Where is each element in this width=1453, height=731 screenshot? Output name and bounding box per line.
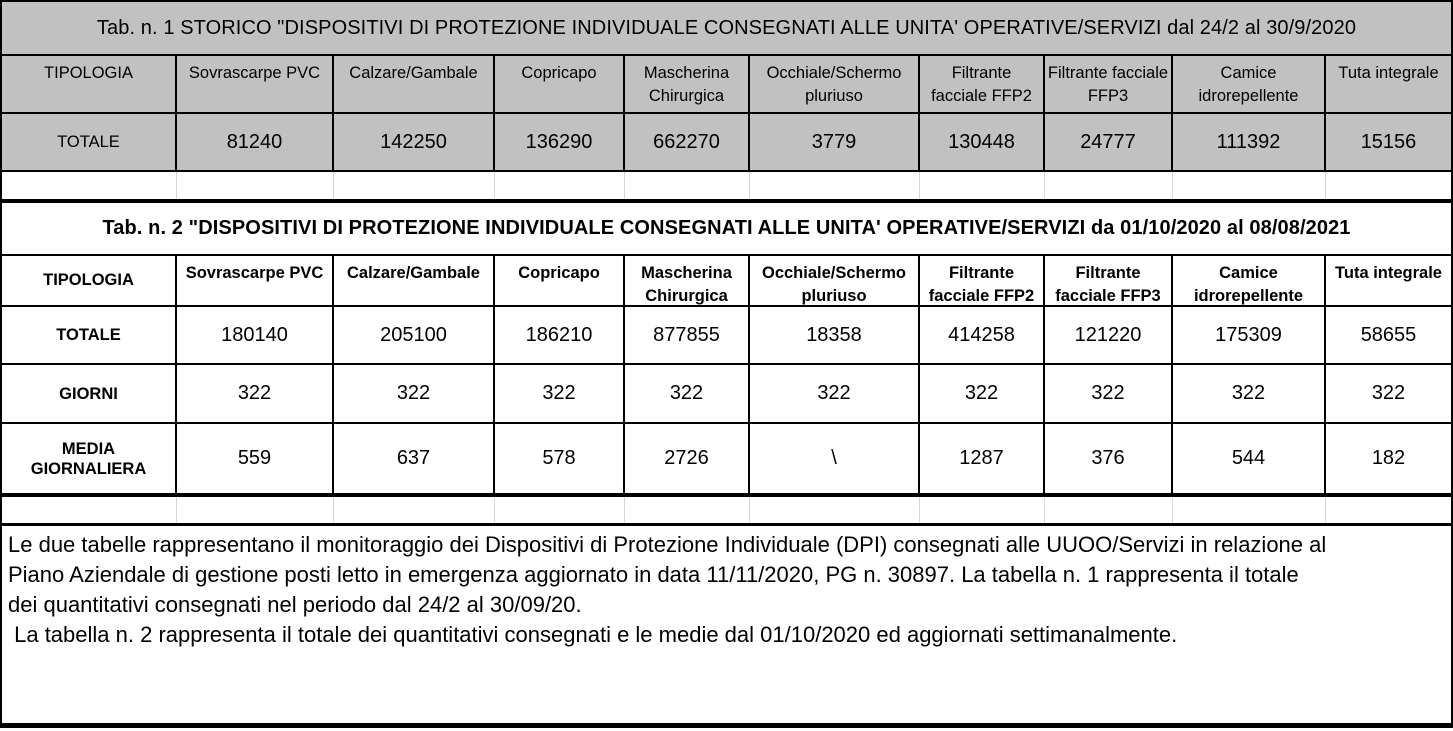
value-cell: 121220 bbox=[1043, 305, 1171, 363]
table2-title: Tab. n. 2 "DISPOSITIVI DI PROTEZIONE INDIVIDUALE CONSEGNATI ALLE UNITA' OPERATIVE/SERVIZI da 01/10/2020 al 08/08/2021 bbox=[2, 203, 1451, 256]
note-line: Le due tabelle rappresentano il monitoraggio dei Dispositivi di Protezione Individuale (DPI) consegnati alle UUOO/Servizi in relazione al bbox=[8, 532, 1327, 557]
column-header-tipologia: TIPOLOGIA bbox=[43, 271, 134, 289]
value-cell: 81240 bbox=[175, 112, 332, 170]
value-cell: \ bbox=[748, 422, 918, 493]
row-label: GIORNI bbox=[2, 363, 175, 422]
value-cell: 142250 bbox=[332, 112, 493, 170]
value-cell: 136290 bbox=[493, 112, 623, 170]
column-gridline bbox=[333, 172, 334, 199]
value-cell: 662270 bbox=[623, 112, 748, 170]
column-gridline bbox=[1325, 497, 1326, 523]
value-cell: 58655 bbox=[1324, 305, 1451, 363]
column-gridline bbox=[1172, 172, 1173, 199]
row-label: TOTALE bbox=[2, 305, 175, 363]
value-cell: 637 bbox=[332, 422, 493, 493]
value-cell: 186210 bbox=[493, 305, 623, 363]
column-header: Sovrascarpe PVC bbox=[175, 256, 332, 305]
value-cell: 182 bbox=[1324, 422, 1451, 493]
column-gridline bbox=[749, 497, 750, 523]
column-gridline bbox=[1044, 172, 1045, 199]
column-header: Occhiale/Schermo pluriuso bbox=[748, 56, 918, 112]
table1-title: Tab. n. 1 STORICO "DISPOSITIVI DI PROTEZIONE INDIVIDUALE CONSEGNATI ALLE UNITA' OPERATIVE/SERVIZI dal 24/2 al 30/9/2020 bbox=[2, 2, 1451, 56]
column-header: Sovrascarpe PVC bbox=[175, 56, 332, 112]
value-cell: 376 bbox=[1043, 422, 1171, 493]
column-header: Camice idrorepellente bbox=[1171, 256, 1324, 305]
value-cell: 322 bbox=[623, 363, 748, 422]
column-gridline bbox=[176, 497, 177, 523]
value-cell: 175309 bbox=[1171, 305, 1324, 363]
column-gridline bbox=[749, 172, 750, 199]
column-gridline bbox=[494, 497, 495, 523]
column-gridline bbox=[919, 497, 920, 523]
value-cell: 322 bbox=[1043, 363, 1171, 422]
column-header: Occhiale/Schermo pluriuso bbox=[748, 256, 918, 305]
column-header: Filtrante facciale FFP3 bbox=[1043, 56, 1171, 112]
column-header: Mascherina Chirurgica bbox=[623, 256, 748, 305]
column-header: Camice idrorepellente bbox=[1171, 56, 1324, 112]
value-cell: 877855 bbox=[623, 305, 748, 363]
value-cell: 205100 bbox=[332, 305, 493, 363]
row-label: MEDIA GIORNALIERA bbox=[2, 422, 175, 493]
column-header: Mascherina Chirurgica bbox=[623, 56, 748, 112]
value-cell: 130448 bbox=[918, 112, 1043, 170]
value-cell: 322 bbox=[332, 363, 493, 422]
table1-panel bbox=[0, 0, 1453, 172]
table2-panel bbox=[0, 199, 1453, 497]
value-cell: 322 bbox=[748, 363, 918, 422]
note-line: La tabella n. 2 rappresenta il totale dei quantitativi consegnati e le medie dal 01/10/2020 ed aggiornati settimanalmente. bbox=[8, 622, 1178, 647]
note-line: dei quantitativi consegnati nel periodo dal 24/2 al 30/09/20. bbox=[8, 592, 582, 617]
row-label: TOTALE bbox=[2, 112, 175, 170]
column-header: Copricapo bbox=[493, 56, 623, 112]
value-cell: 18358 bbox=[748, 305, 918, 363]
note-line: Piano Aziendale di gestione posti letto in emergenza aggiornato in data 11/11/2020, PG n. 30897. La tabella n. 1 rappresenta il totale bbox=[8, 562, 1299, 587]
column-header: Calzare/Gambale bbox=[332, 256, 493, 305]
column-header: Calzare/Gambale bbox=[332, 56, 493, 112]
column-gridline bbox=[919, 172, 920, 199]
value-cell: 2726 bbox=[623, 422, 748, 493]
column-gridline bbox=[176, 172, 177, 199]
value-cell: 3779 bbox=[748, 112, 918, 170]
value-cell: 578 bbox=[493, 422, 623, 493]
value-cell: 15156 bbox=[1324, 112, 1451, 170]
value-cell: 111392 bbox=[1171, 112, 1324, 170]
column-header: Copricapo bbox=[493, 256, 623, 305]
value-cell: 414258 bbox=[918, 305, 1043, 363]
table2-grid bbox=[2, 256, 1451, 493]
value-cell: 322 bbox=[1324, 363, 1451, 422]
column-gridline bbox=[333, 497, 334, 523]
column-header: Filtrante facciale FFP2 bbox=[918, 56, 1043, 112]
value-cell: 544 bbox=[1171, 422, 1324, 493]
column-header: Filtrante facciale FFP3 bbox=[1043, 256, 1171, 305]
column-gridline bbox=[1044, 497, 1045, 523]
spacer-row-1 bbox=[0, 172, 1453, 199]
value-cell: 180140 bbox=[175, 305, 332, 363]
value-cell: 24777 bbox=[1043, 112, 1171, 170]
note-panel bbox=[0, 523, 1453, 728]
value-cell: 322 bbox=[175, 363, 332, 422]
column-gridline bbox=[624, 497, 625, 523]
table1-grid bbox=[2, 56, 1451, 170]
value-cell: 322 bbox=[918, 363, 1043, 422]
column-header: Tuta integrale bbox=[1324, 256, 1451, 305]
column-gridline bbox=[1172, 497, 1173, 523]
column-header-tipologia: TIPOLOGIA bbox=[44, 64, 133, 82]
column-header: Filtrante facciale FFP2 bbox=[918, 256, 1043, 305]
value-cell: 322 bbox=[1171, 363, 1324, 422]
column-header: Tuta integrale bbox=[1324, 56, 1451, 112]
value-cell: 1287 bbox=[918, 422, 1043, 493]
column-gridline bbox=[494, 172, 495, 199]
spacer-row-2 bbox=[0, 497, 1453, 523]
value-cell: 559 bbox=[175, 422, 332, 493]
value-cell: 322 bbox=[493, 363, 623, 422]
column-gridline bbox=[624, 172, 625, 199]
column-gridline bbox=[1325, 172, 1326, 199]
